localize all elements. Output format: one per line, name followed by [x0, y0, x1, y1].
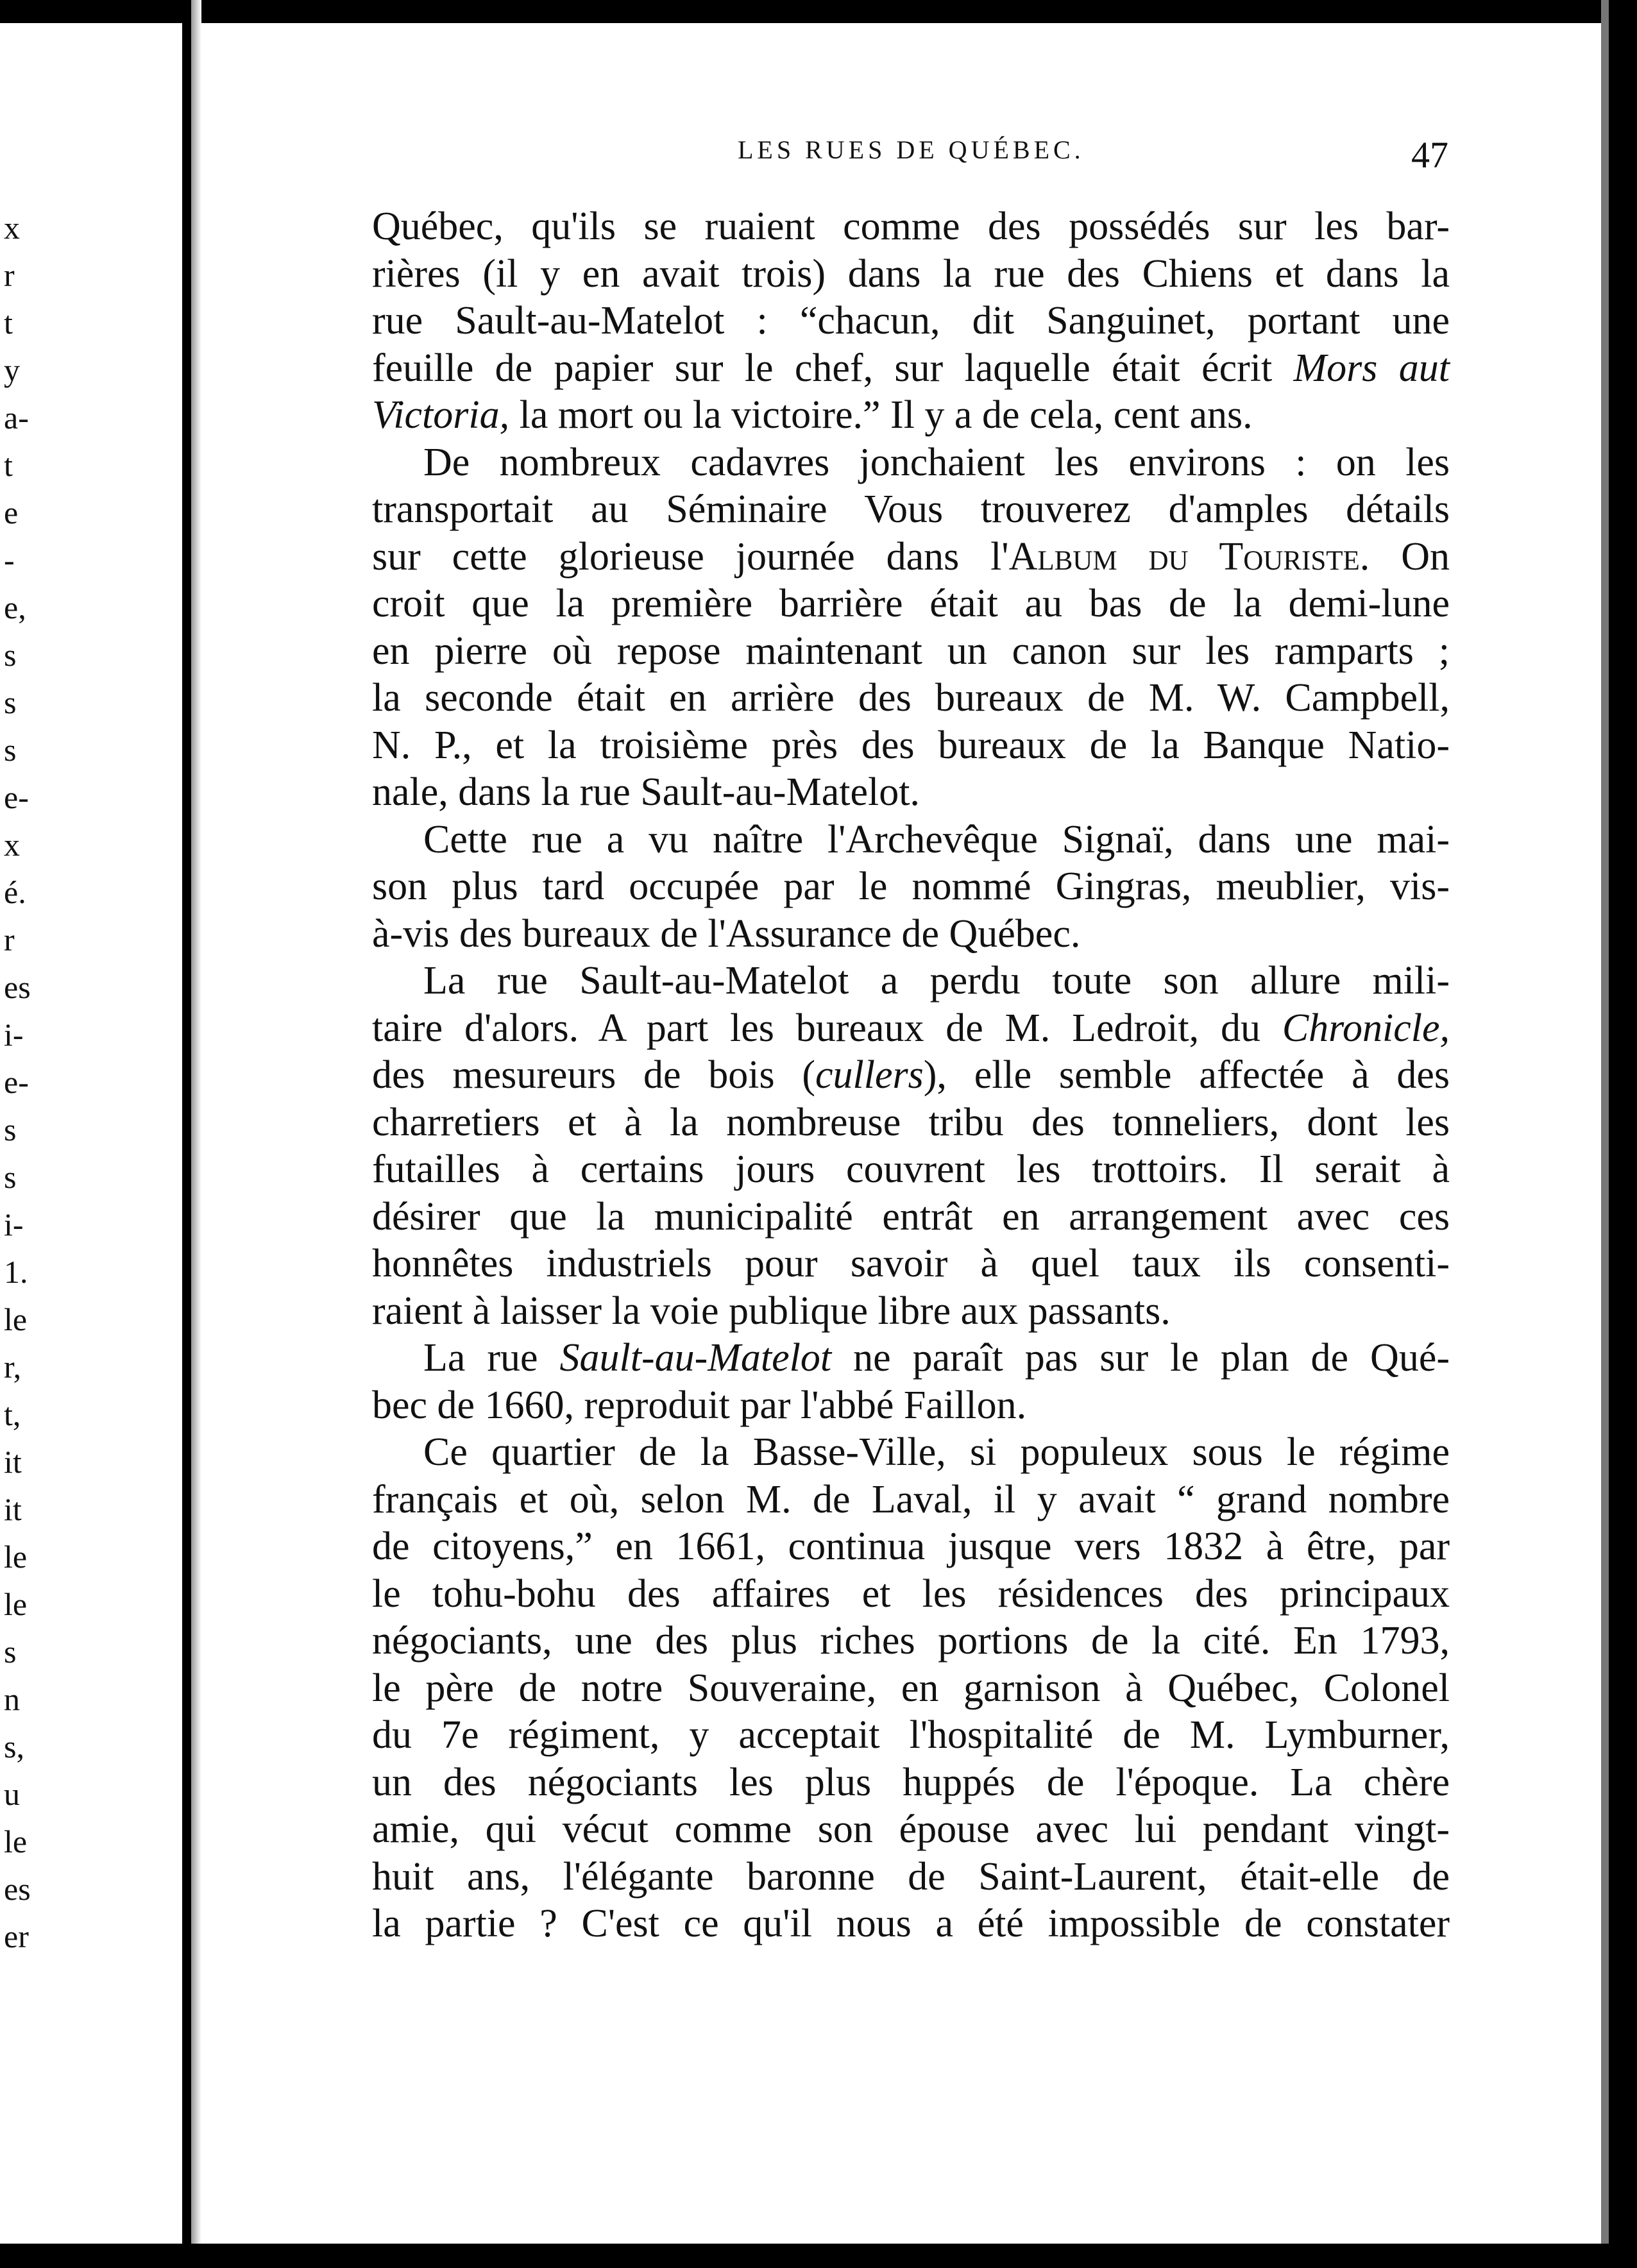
text-line: sur cette glorieuse journée dans l'Album du Touriste. On — [372, 534, 1450, 579]
text-line: La rue Sault-au-Matelot ne paraît pas sur le plan de Qué- — [423, 1336, 1450, 1380]
text-line: futailles à certains jours couvrent les trottoirs. Il serait à — [372, 1147, 1450, 1191]
left-page-fragment: e — [4, 495, 19, 530]
text-line: feuille de papier sur le chef, sur laquelle était écrit Mors aut — [372, 346, 1450, 390]
text-line: taire d'alors. A part les bureaux de M. Ledroit, du Chronicle, — [372, 1006, 1450, 1050]
left-page-fragment: a- — [4, 400, 29, 436]
text-line: français et où, selon M. de Laval, il y avait “ grand nombre — [372, 1477, 1450, 1521]
text-line: la partie ? C'est ce qu'il nous a été impossible de constater — [372, 1902, 1450, 1945]
scan-border-right — [1609, 0, 1637, 2268]
left-page-fragment: s — [4, 637, 17, 673]
scan-border-top — [0, 0, 1637, 23]
left-page-fragment: - — [4, 542, 15, 578]
book-gutter — [182, 0, 191, 2268]
text-line: des mesureurs de bois (cullers), elle semble affectée à des — [372, 1053, 1450, 1097]
left-page-fragment: it — [4, 1444, 22, 1480]
text-line: De nombreux cadavres jonchaient les environs : on les — [423, 440, 1450, 484]
text-line: rières (il y en avait trois) dans la rue des Chiens et dans la — [372, 251, 1450, 296]
left-page-fragment: i- — [4, 1017, 24, 1053]
text-line: raient à laisser la voie publique libre aux passants. — [372, 1289, 1171, 1333]
left-page-fragment: y — [4, 352, 20, 388]
page-number: 47 — [1411, 134, 1448, 176]
left-page-fragment: r — [4, 922, 15, 958]
text-line: rue Sault-au-Matelot : “chacun, dit Sanguinet, portant une — [372, 299, 1450, 343]
left-page-fragment: e, — [4, 589, 26, 625]
text-line: du 7e régiment, y acceptait l'hospitalité de M. Lymburner, — [372, 1713, 1450, 1757]
page-edge — [1601, 0, 1609, 2268]
left-page-fragment: le — [4, 1824, 28, 1859]
text-line: désirer que la municipalité entrât en arrangement avec ces — [372, 1194, 1450, 1239]
left-page-fragment: r — [4, 257, 15, 293]
text-line: transportait au Séminaire Vous trouverez d'amples détails — [372, 487, 1450, 531]
left-page-fragment: s — [4, 732, 17, 768]
text-line: la seconde était en arrière des bureaux de M. W. Campbell, — [372, 676, 1450, 720]
left-page-fragment: t — [4, 305, 13, 341]
left-page-fragment: t, — [4, 1396, 21, 1432]
left-page-fragment: le — [4, 1539, 28, 1575]
left-page-fragment: s — [4, 1112, 17, 1147]
text-line: nale, dans la rue Sault-au-Matelot. — [372, 770, 920, 814]
left-page-fragment: i- — [4, 1206, 24, 1242]
left-page-fragment: r, — [4, 1349, 22, 1385]
text-line: Québec, qu'ils se ruaient comme des possédés sur les bar- — [372, 205, 1450, 248]
gutter-shadow — [191, 0, 201, 2268]
text-line: son plus tard occupée par le nommé Gingras, meublier, vis- — [372, 865, 1450, 908]
left-page-fragment: s — [4, 1634, 17, 1670]
left-page-fragment: er — [4, 1918, 29, 1954]
left-page-fragment: es — [4, 969, 31, 1005]
left-page-fragment: x — [4, 827, 20, 863]
left-page-fragment: n — [4, 1681, 20, 1717]
text-line: charretiers et à la nombreuse tribu des tonneliers, dont les — [372, 1100, 1450, 1144]
left-page-fragment: es — [4, 1871, 31, 1907]
left-page-fragment: s — [4, 684, 17, 720]
left-page-fragment: t — [4, 447, 13, 483]
text-line: croit que la première barrière était au bas de la demi-lune — [372, 582, 1450, 625]
text-line: honnêtes industriels pour savoir à quel taux ils consenti- — [372, 1242, 1450, 1285]
left-page-fragment: le — [4, 1301, 28, 1337]
left-page-fragment: s, — [4, 1729, 24, 1764]
text-line: Cette rue a vu naître l'Archevêque Signaï, dans une mai- — [423, 817, 1450, 861]
left-page-fragment: é. — [4, 874, 26, 910]
running-header: LES RUES DE QUÉBEC. — [738, 135, 1085, 164]
left-page-fragment: le — [4, 1586, 28, 1622]
text-line: à-vis des bureaux de l'Assurance de Québec. — [372, 911, 1081, 956]
text-line: négociants, une des plus riches portions de la cité. En 1793, — [372, 1619, 1450, 1663]
text-line: Ce quartier de la Basse-Ville, si populeux sous le régime — [423, 1430, 1450, 1474]
left-page-fragment: e- — [4, 779, 29, 815]
text-line: amie, qui vécut comme son épouse avec lui pendant vingt- — [372, 1807, 1450, 1851]
left-page-fragment: e- — [4, 1064, 29, 1100]
text-line: en pierre où repose maintenant un canon sur les ramparts ; — [372, 629, 1450, 673]
text-line: le tohu-bohu des affaires et les résidences des principaux — [372, 1571, 1450, 1616]
left-page-fragment: 1. — [4, 1254, 28, 1290]
left-page-fragment: x — [4, 210, 20, 246]
text-line: huit ans, l'élégante baronne de Saint-Laurent, était-elle de — [372, 1854, 1450, 1899]
text-line: un des négociants les plus huppés de l'époque. La chère — [372, 1760, 1450, 1804]
text-line: La rue Sault-au-Matelot a perdu toute son allure mili- — [423, 959, 1450, 1003]
text-line: le père de notre Souveraine, en garnison à Québec, Colonel — [372, 1666, 1450, 1710]
text-line: Victoria, la mort ou la victoire.” Il y a de cela, cent ans. — [372, 393, 1253, 437]
text-line: N. P., et la troisième près des bureaux de la Banque Natio- — [372, 723, 1450, 767]
scan-border-bottom — [0, 2244, 1637, 2268]
left-page-fragment: s — [4, 1159, 17, 1195]
text-line: bec de 1660, reproduit par l'abbé Faillon. — [372, 1383, 1027, 1427]
left-page-fragment: u — [4, 1776, 20, 1812]
text-line: de citoyens,” en 1661, continua jusque vers 1832 à être, par — [372, 1525, 1450, 1568]
left-page-fragment: it — [4, 1491, 22, 1527]
